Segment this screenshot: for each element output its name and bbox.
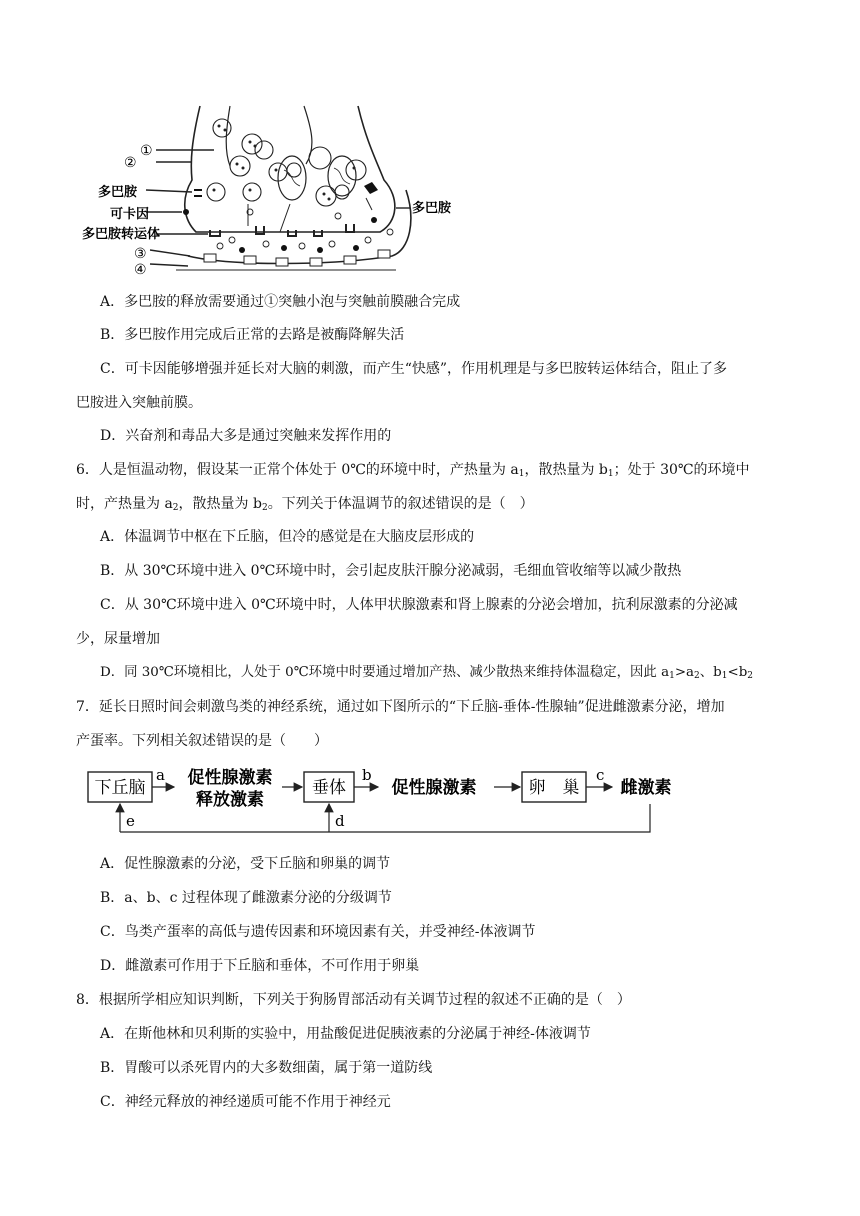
- q6-l1-a: 6．人是恒温动物，假设某一正常个体处于 0℃的环境中时，产热量为 a: [76, 462, 519, 478]
- q6-d-d: <b: [727, 665, 748, 680]
- subscript: 1: [721, 671, 728, 681]
- label-1: ①: [140, 143, 153, 159]
- q8-option-b: B．胃酸可以杀死胃内的大多数细菌，属于第一道防线: [100, 1060, 433, 1076]
- subscript: 2: [261, 503, 268, 513]
- q6-l2-a: 时，产热量为 a: [76, 496, 173, 512]
- vesicle-contents: [213, 125, 356, 201]
- axon-right-line: [304, 106, 312, 164]
- q5-option-a: A．多巴胺的释放需要通过①突触小泡与突触前膜融合完成: [100, 294, 461, 310]
- q7-stem-line2: 产蛋率。下列相关叙述错误的是（ ）: [76, 733, 328, 749]
- synaptic-vesicles: [207, 119, 366, 206]
- q6-d-b: >a: [674, 665, 695, 680]
- label-b: b: [362, 766, 372, 784]
- q6-option-a: A．体温调节中枢在下丘脑，但冷的感觉是在大脑皮层形成的: [100, 529, 475, 545]
- q6-d-a: D．同 30℃环境相比，人处于 0℃环境中时要通过增加产热、减少散热来维持体温稳定，因此 a: [100, 665, 670, 680]
- mitochondrion: [328, 156, 356, 196]
- label-4: ④: [134, 262, 147, 278]
- subscript: 1: [669, 671, 675, 681]
- postsynaptic-membrane: [188, 190, 411, 264]
- label-e: e: [126, 812, 135, 830]
- ovary-label: 卵 巢: [528, 778, 580, 798]
- q6-option-c-line2: 少，尿量增加: [76, 631, 160, 647]
- estrogen-label: 雌激素: [620, 778, 672, 798]
- synapse-diagram: [80, 100, 460, 282]
- q7-option-b: B．a、b、c 过程体现了雌激素分泌的分级调节: [100, 890, 392, 906]
- subscript: 2: [694, 671, 700, 681]
- q6-l2-b: ，散热量为 b: [178, 496, 262, 512]
- q5-option-b: B．多巴胺作用完成后正常的去路是被酶降解失活: [100, 327, 405, 343]
- dopamine-molecules: [217, 209, 393, 249]
- label-3: ③: [134, 246, 147, 262]
- gonadotropin-label: 促性腺激素: [391, 778, 477, 798]
- subscript: 2: [172, 503, 179, 513]
- reuptake-arrow-2: [366, 198, 372, 210]
- pituitary-label: 垂体: [312, 778, 346, 798]
- q7-option-a: A．促性腺激素的分泌，受下丘脑和卵巢的调节: [100, 856, 391, 872]
- subscript: 1: [518, 469, 525, 479]
- q6-d-c: 、b: [699, 665, 722, 680]
- q7-option-c: C．鸟类产蛋率的高低与遗传因素和环境因素有关，并受神经-体液调节: [100, 924, 536, 940]
- subscript: 1: [607, 469, 614, 479]
- q6-l1-c: ；处于 30℃的环境中: [613, 462, 750, 478]
- reuptake-arrow: [280, 204, 290, 232]
- q6-l2-c: 。下列关于体温调节的叙述错误的是（ ）: [267, 496, 534, 512]
- q5-option-c-line2: 巴胺进入突触前膜。: [76, 395, 202, 411]
- hpg-axis-diagram: [86, 762, 706, 840]
- label-d: d: [335, 812, 345, 830]
- dopamine-transporter-right: [364, 182, 378, 194]
- hypothalamus-label: 下丘脑: [94, 778, 146, 798]
- q8-option-c: C．神经元释放的神经递质可能不作用于神经元: [100, 1094, 391, 1110]
- q8-stem: 8．根据所学相应知识判断，下列关于狗肠胃部活动有关调节过程的叙述不正确的是（ ）: [76, 992, 631, 1008]
- q8-option-a: A．在斯他林和贝利斯的实验中，用盐酸促进促胰液素的分泌属于神经-体液调节: [100, 1026, 591, 1042]
- q5-option-c-line1: C．可卡因能够增强并延长对大脑的刺激，而产生“快感”，作用机理是与多巴胺转运体结合，阻止了多: [100, 361, 728, 377]
- grh-line1: 促性腺激素: [187, 768, 273, 788]
- q5-option-d: D．兴奋剂和毒品大多是通过突触来发挥作用的: [100, 428, 392, 444]
- q6-option-d: [100, 663, 753, 686]
- subscript: 2: [747, 671, 753, 681]
- q6-stem-line2: [76, 494, 534, 518]
- dopamine-transporter-left: [194, 190, 202, 196]
- label-dopamine-right: 多巴胺: [412, 201, 452, 216]
- label-c: c: [596, 766, 605, 784]
- q6-option-b: B．从 30℃环境中进入 0℃环境中时，会引起皮肤汗腺分泌减弱，毛细血管收缩等以减少散热: [100, 563, 682, 579]
- q7-option-d: D．雌激素可作用于下丘脑和垂体，不可作用于卵巢: [100, 958, 420, 974]
- grh-line2: 释放激素: [196, 790, 264, 810]
- q7-stem-line1: 7．延长日照时间会刺激鸟类的神经系统，通过如下图所示的“下丘脑-垂体-性腺轴”促进雌激素分泌，增加: [76, 699, 725, 715]
- label-cocaine: 可卡因: [110, 207, 150, 222]
- label-a: a: [156, 766, 165, 784]
- label-2: ②: [124, 155, 137, 171]
- label-transporter: 多巴胺转运体: [82, 227, 161, 242]
- q6-l1-b: ，散热量为 b: [524, 462, 608, 478]
- q6-stem-line1: [76, 460, 750, 484]
- presynaptic-membrane: [185, 106, 395, 232]
- q6-option-c-line1: C．从 30℃环境中进入 0℃环境中时，人体甲状腺激素和肾上腺素的分泌会增加，抗利尿激素的分泌减: [100, 597, 738, 613]
- label-dopamine-left: 多巴胺: [98, 185, 138, 200]
